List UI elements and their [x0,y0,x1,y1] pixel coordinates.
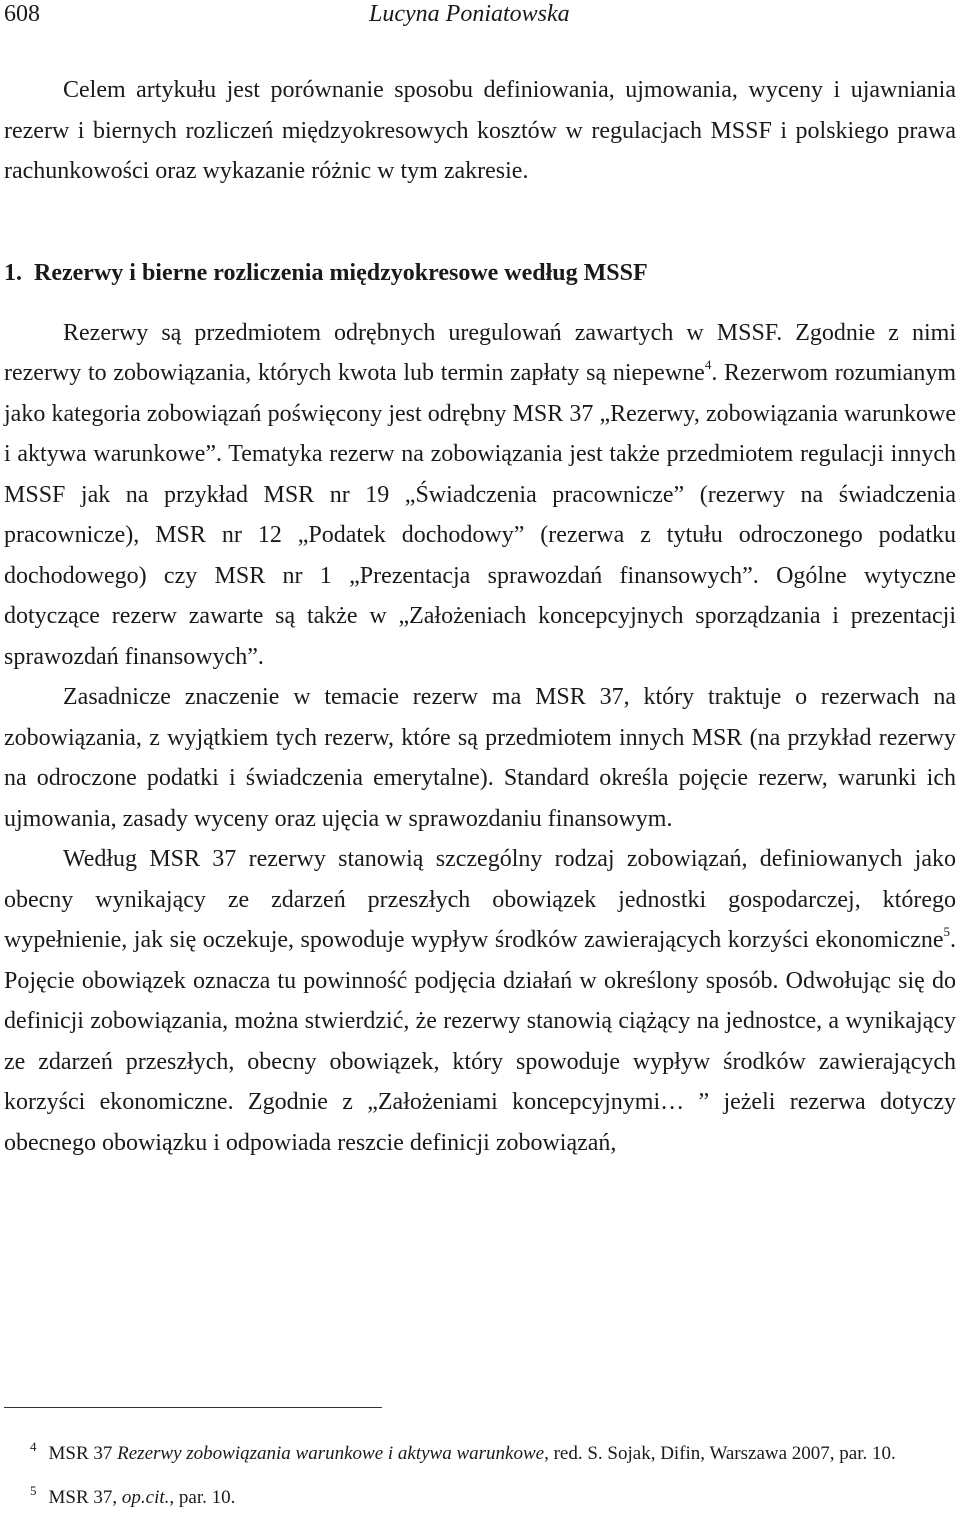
intro-paragraph: Celem artykułu jest porównanie sposobu definiowania, ujmowania, wyceny i ujawniania rezerw i biernych rozliczeń międzyokresowych kosztów w regulacjach MSSF i polskiego prawa rachunkowości oraz wykazanie różnic w tym zakresie. [4,77,956,184]
paragraph-3-text-b: . Pojęcie obowiązek oznacza tu powinność podjęcia działań w określony sposób. Odwołując się do definicji zobowiązania, można stwierdzić, że rezerwy stanowią ciążący na jednostce, a wynikający ze zdarzeń przeszłych, obecny obowiązek, który spowoduje wypływ środków zawierających korzyści ekonomiczne. Zgodnie z „Założeniami koncepcyjnymi… ” jeżeli rezerwa dotyczy obecnego obowiązku i odpowiada reszcie definicji zobowiązań, [4,927,956,1156]
footnote-4-pre: MSR 37 [48,1443,118,1464]
footnotes [4,1432,956,1520]
section-title: Rezerwy i bierne rozliczenia międzyokresowe według MSSF [34,259,648,286]
footnote-ref-4[interactable]: 4 [704,357,712,372]
footnote-separator [4,1407,382,1408]
paragraph-2: Zasadnicze znaczenie w temacie rezerw ma MSR 37, który traktuje o rezerwach na zobowiązania, z wyjątkiem tych rezerw, które są przedmiotem innych MSR (na przykład rezerwy na odroczone podatki i świadczenia emerytalne). Standard określa pojęcie rezerw, warunki ich ujmowania, zasady wyceny oraz ujęcia w sprawozdaniu finansowym. [4,684,956,832]
footnote-ref-5[interactable]: 5 [943,924,950,939]
footnote-4 [4,1432,956,1469]
footnote-5-pre: MSR 37, [48,1487,122,1508]
article-body [4,70,956,1163]
paragraph-3-text-a: Według MSR 37 rezerwy stanowią szczególny rodzaj zobowiązań, definiowanych jako obecny wynikający ze zdarzeń przeszłych obowiązek jednostki gospodarczej, którego wypełnienie, jak się oczekuje, spowoduje wypływ środków zawierających korzyści ekonomiczne [4,846,956,953]
footnote-4-post: , red. S. Sojak, Difin, Warszawa 2007, par. 10. [544,1443,896,1464]
paragraph-1 [4,313,956,678]
footnote-5 [4,1476,956,1513]
paragraph-1-text-a: Rezerwy są przedmiotem odrębnych uregulowań zawartych w MSSF. Zgodnie z nimi rezerwy to zobowiązania, których kwota lub termin zapłaty są niepewne [4,319,956,386]
running-header [0,0,960,34]
page-number: 608 [4,1,40,27]
footnote-5-title: op.cit. [121,1487,170,1508]
section-number: 1. [4,259,22,286]
paragraph-1-text-b: . Rezerwom rozumianym jako kategoria zobowiązań poświęcony jest odrębny MSR 37 „Rezerwy, zobowiązania warunkowe i aktywa warunkowe”. Tematyka rezerw na zobowiązania jest także przedmiotem regulacji innych MSSF jak na przykład MSR nr 19 „Świadczenia pracownicze” (rezerwy na świadczenia pracownicze), MSR nr 12 „Podatek dochodowy” (rezerwa z tytułu odroczonego podatku dochodowego) czy MSR nr 1 „Prezentacja sprawozdań finansowych”. Ogólne wytyczne dotyczące rezerw zawarte są także w „Założeniach koncepcyjnych sporządzania i prezentacji sprawozdań finansowych”. [4,360,956,670]
running-head-author: Lucyna Poniatowska [369,1,570,27]
footnote-5-post: , par. 10. [169,1487,236,1508]
paragraph-3 [4,839,956,1163]
footnote-4-title: Rezerwy zobowiązania warunkowe i aktywa warunkowe [117,1443,545,1464]
footnote-5-mark: 5 [30,1483,37,1498]
section-heading [4,253,956,293]
footnote-4-mark: 4 [30,1439,37,1454]
